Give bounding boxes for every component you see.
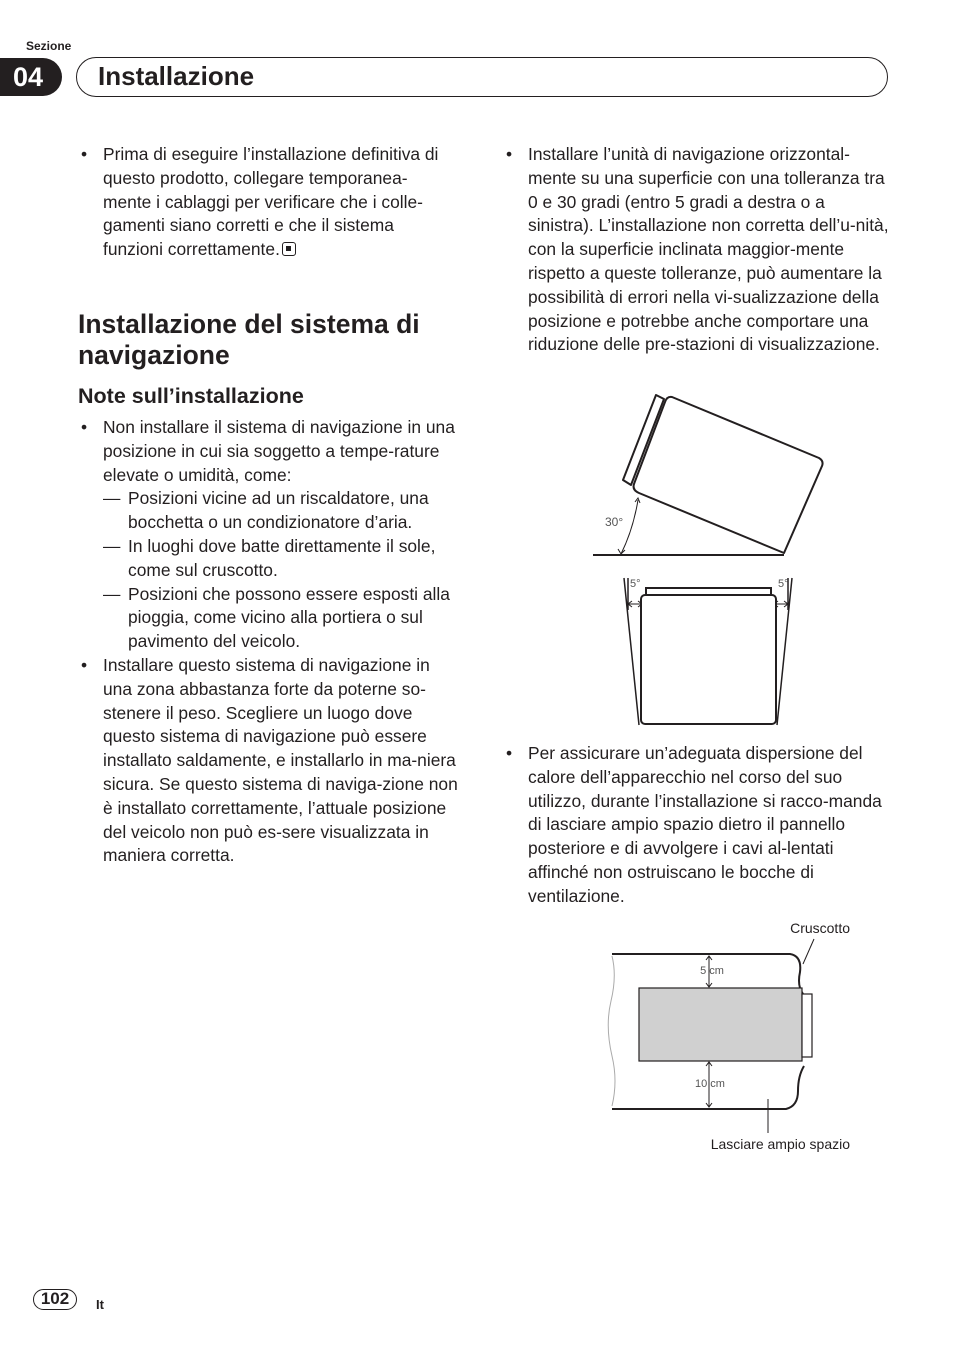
notes-list <box>78 416 464 868</box>
note-bullet-mounting: • Installare questo sistema di navigazione in una zona abbastanza forte da poterne so-stenere il peso. Scegliere un luogo dove questo sistema di navigazione può essere installato saldamente, e installarlo in ma-niera sicura. Se questo sistema di naviga-zione non è installato correttamente, l’attuale posizione del veicolo non può es-sere visualizzata in maniera corretta. <box>78 654 458 868</box>
unit-front-panel <box>802 994 812 1057</box>
side-tolerance-diagram <box>614 570 804 730</box>
end-mark-icon <box>282 242 296 256</box>
section-label: Sezione <box>26 39 72 53</box>
left-arrow-icon <box>628 601 642 607</box>
page-number: 102 <box>33 1289 77 1310</box>
heat-note <box>503 742 891 909</box>
right-tolerance-lines <box>777 578 792 725</box>
unit-body <box>634 397 823 553</box>
top-gap-label: 5 cm <box>700 965 724 977</box>
bottom-gap-label: 10 cm <box>695 1078 725 1090</box>
ventilation-space-diagram <box>600 916 862 1160</box>
language-code: It <box>96 1297 104 1312</box>
intro-block <box>78 143 450 262</box>
tilt-angle-diagram <box>588 388 838 568</box>
note-bullet-temperature: • Non installare il sistema di navigazione in una posizione in cui sia soggetto a tempe-rature elevate o umidità, come: <box>78 416 464 487</box>
right-angle-label: 5° <box>778 578 789 590</box>
dash-list <box>78 487 464 654</box>
space-label: Lasciare ampio spazio <box>710 1136 850 1152</box>
section-title: Installazione <box>76 57 888 97</box>
note-bullet-angle: • Installare l’unità di navigazione orizzontal-mente su una superficie con una tolleranza tra 0 e 30 gradi (entro 5 gradi a destra o a sinistra). L’installazione non corretta dell’u-nità, con la superficie inclinata maggior-mente rispetto a queste tolleranze, può aumentare la possibilità di errori nella vi-sualizzazione della posizione e potrebbe anche comportare una riduzione delle pre-stazioni di visualizzazione. <box>503 143 891 357</box>
note-bullet-heat: • Per assicurare un’adeguata dispersione del calore dell’apparecchio nel corso del suo utilizzo, durante l’installazione si racco-manda di lasciare ampio spazio dietro il pannello posteriore e di avvolgere i cavi al-lentati affinché non ostruiscano le bocche di ventilazione. <box>503 742 891 909</box>
subheading-note-installazione: Note sull’installazione <box>78 384 304 408</box>
dash-item-rain: — Posizioni che possono essere esposti alla pioggia, come vicino alla portiera o sul pavimento del veicolo. <box>103 583 464 654</box>
angle-label: 30° <box>605 515 624 529</box>
angle-arc <box>621 500 638 554</box>
left-angle-label: 5° <box>630 578 641 590</box>
dashboard-leader-line <box>803 939 814 964</box>
navigation-unit <box>639 988 802 1061</box>
left-tolerance-lines <box>624 578 639 725</box>
break-line <box>608 956 615 1106</box>
dashboard-label: Cruscotto <box>790 920 850 936</box>
tilt-note <box>503 143 891 357</box>
intro-bullet-text: Prima di eseguire l’installazione definitiva di questo prodotto, collegare temporanea-mente i cablaggi per verificare che i colle-gamenti siano corretti e che il sistema funzioni correttamente. <box>103 144 439 260</box>
unit-body <box>641 595 776 724</box>
dash-item-heater: — Posizioni vicine ad un riscaldatore, una bocchetta o un condizionatore d’aria. <box>103 487 464 535</box>
intro-bullet <box>78 143 450 262</box>
heading-installazione-sistema: Installazione del sistema di navigazione <box>78 309 420 370</box>
dash-item-sun: — In luoghi dove batte direttamente il sole, come sul cruscotto. <box>103 535 464 583</box>
section-number-tab: 04 <box>0 58 62 96</box>
unit-front-panel <box>646 588 771 595</box>
